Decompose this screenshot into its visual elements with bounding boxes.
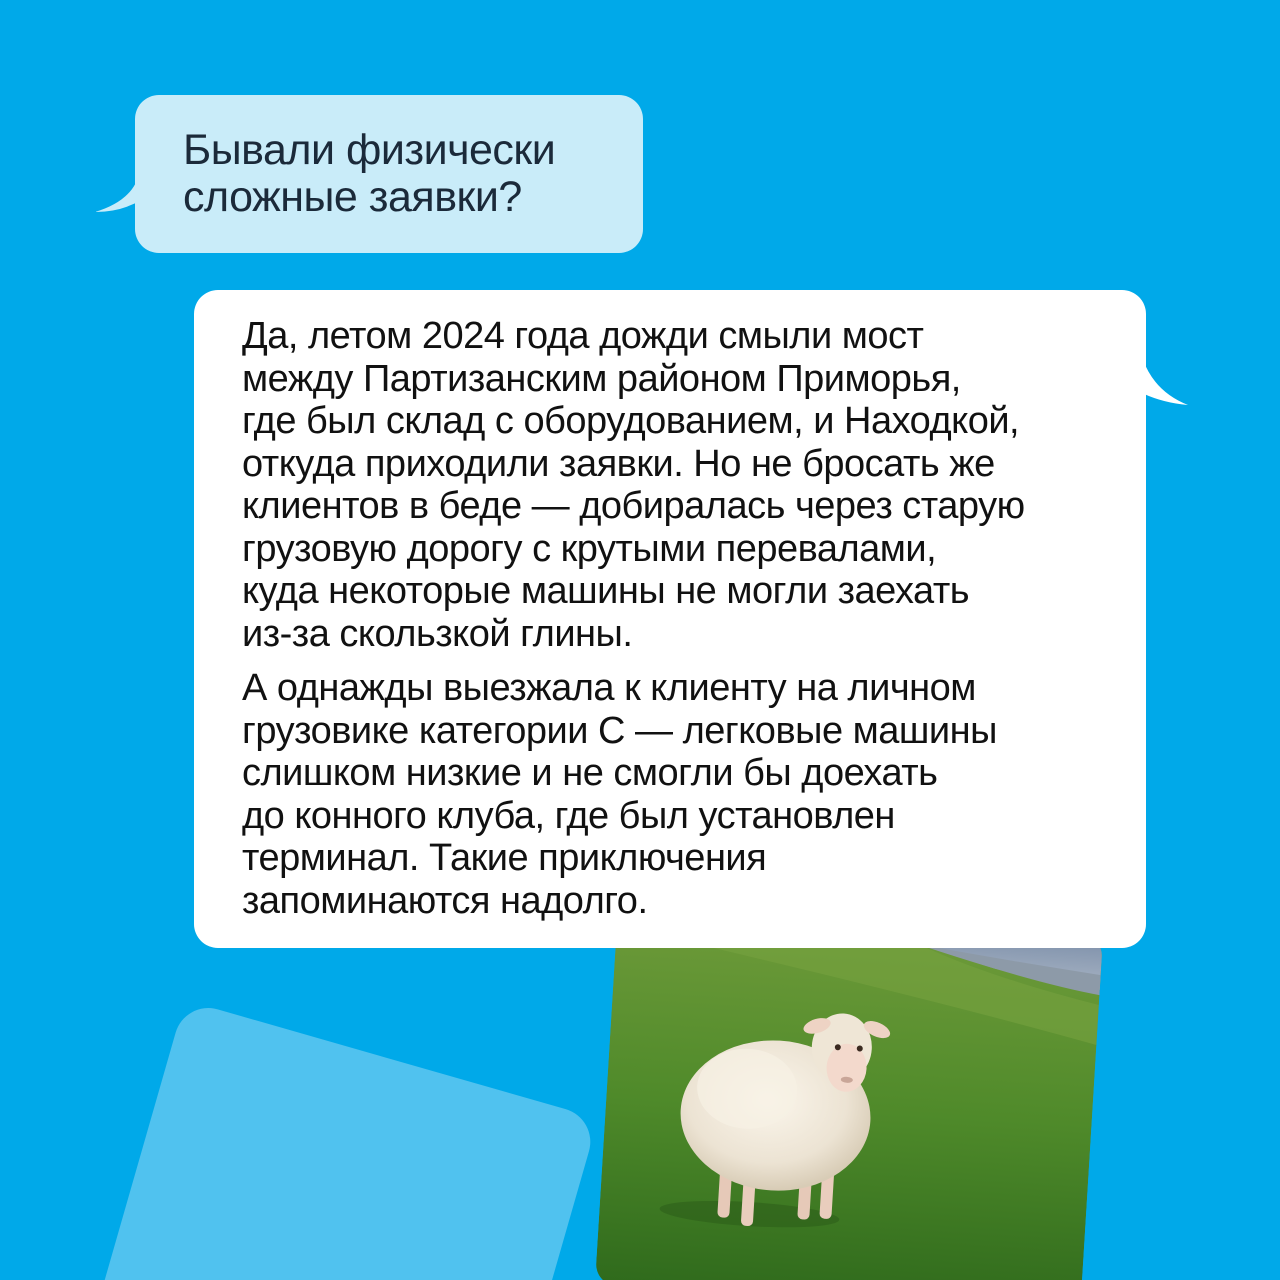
answer-line: из-за скользкой глины. bbox=[242, 612, 633, 655]
question-line-2: сложные заявки? bbox=[183, 173, 522, 221]
answer-line: куда некоторые машины не могли заехать bbox=[242, 570, 970, 612]
answer-line: Да, летом 2024 года дожди смыли мост bbox=[242, 315, 924, 357]
answer-line: где был склад с оборудованием, и Находкой, bbox=[242, 400, 1020, 442]
question-bubble bbox=[135, 95, 643, 253]
answer-paragraph-1 bbox=[242, 315, 1122, 655]
answer-line: до конного клуба, где был установлен bbox=[242, 794, 895, 837]
answer-line: грузовую дорогу с крутыми перевалами, bbox=[242, 527, 937, 570]
answer-line: грузовике категории С — легковые машины bbox=[242, 709, 997, 752]
answer-line: слишком низкие и не смогли бы доехать bbox=[242, 752, 938, 794]
answer-line: клиентов в беде — добиралась через старую bbox=[242, 485, 1025, 527]
answer-line: А однажды выезжала к клиенту на личном bbox=[242, 667, 976, 709]
answer-line: откуда приходили заявки. Но не бросать же bbox=[242, 442, 995, 485]
answer-line: между Партизанским районом Приморья, bbox=[242, 357, 961, 400]
answer-paragraph-2 bbox=[242, 667, 1122, 922]
answer-bubble bbox=[194, 290, 1146, 948]
decorative-card bbox=[58, 1000, 598, 1280]
sheep-photo bbox=[595, 906, 1103, 1280]
answer-line: запоминаются надолго. bbox=[242, 879, 648, 922]
answer-line: терминал. Такие приключения bbox=[242, 837, 767, 879]
question-line-1: Бывали физически bbox=[183, 126, 556, 174]
